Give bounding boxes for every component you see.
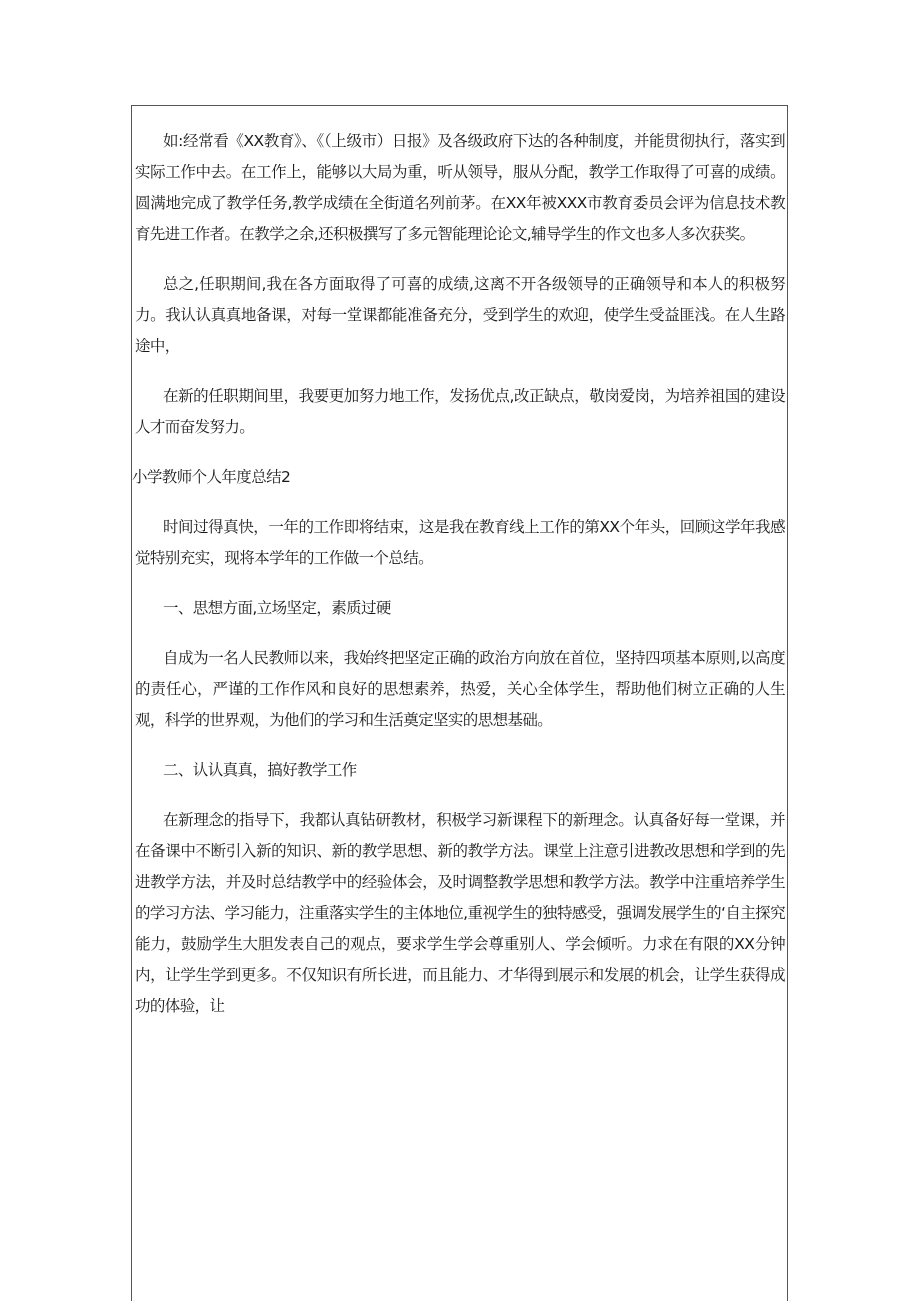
paragraph-future: 在新的任职期间里，我要更加努力地工作，发扬优点,改正缺点，敬岗爱岗，为培养祖国的建设人才而奋发努力。 <box>135 387 785 436</box>
heading-teaching: 二、认认真真，搞好教学工作 <box>163 761 357 779</box>
heading-ideology: 一、思想方面,立场坚定，素质过硬 <box>163 599 391 617</box>
paragraph-intro: 时间过得真快，一年的工作即将结束，这是我在教育线上工作的第XX个年头，回顾这学年我感觉特别充实，现将本学年的工作做一个总结。 <box>135 518 785 567</box>
paragraph-summary: 总之,任职期间,我在各方面取得了可喜的成绩,这离不开各级领导的正确领导和本人的积极努力。我认认真真地备课，对每一堂课都能准备充分，受到学生的欢迎，使学生受益匪浅。在人生路途中， <box>135 275 785 355</box>
document-body <box>132 126 785 1041</box>
section-title: 小学教师个人年度总结2 <box>132 468 291 486</box>
paragraph-duties: 如:经常看《XX教育》、《（上级市）日报》及各级政府下达的各种制度，并能贯彻执行，落实到实际工作中去。在工作上，能够以大局为重，听从领导，服从分配，教学工作取得了可喜的成绩。圆满地完成了教学任务,教学成绩在全街道名列前茅。在XX年被XXX市教育委员会评为信息技术教育先进工作者。在教学之余,还积极撰写了多元智能理论论文,辅导学生的作文也多人多次获奖。 <box>135 132 785 243</box>
paragraph-teaching: 在新理念的指导下，我都认真钻研教材，积极学习新课程下的新理念。认真备好每一堂课，并在备课中不断引入新的知识、新的教学思想、新的教学方法。课堂上注意引进教改思想和学到的先进教学方法，并及时总结教学中的经验体会，及时调整教学思想和教学方法。教学中注重培养学生的学习方法、学习能力，注重落实学生的主体地位,重视学生的独特感受，强调发展学生的‘自主探究能力，鼓励学生大胆发表自己的观点，要求学生学会尊重别人、学会倾听。力求在有限的XX分钟内，让学生学到更多。不仅知识有所长进，而且能力、才华得到展示和发展的机会，让学生获得成功的体验，让 <box>135 811 785 1015</box>
paragraph-ideology: 自成为一名人民教师以来，我始终把坚定正确的政治方向放在首位，坚持四项基本原则,以高度的责任心，严谨的工作作风和良好的思想素养，热爱，关心全体学生，帮助他们树立正确的人生观，科学的世界观，为他们的学习和生活奠定坚实的思想基础。 <box>135 649 785 729</box>
